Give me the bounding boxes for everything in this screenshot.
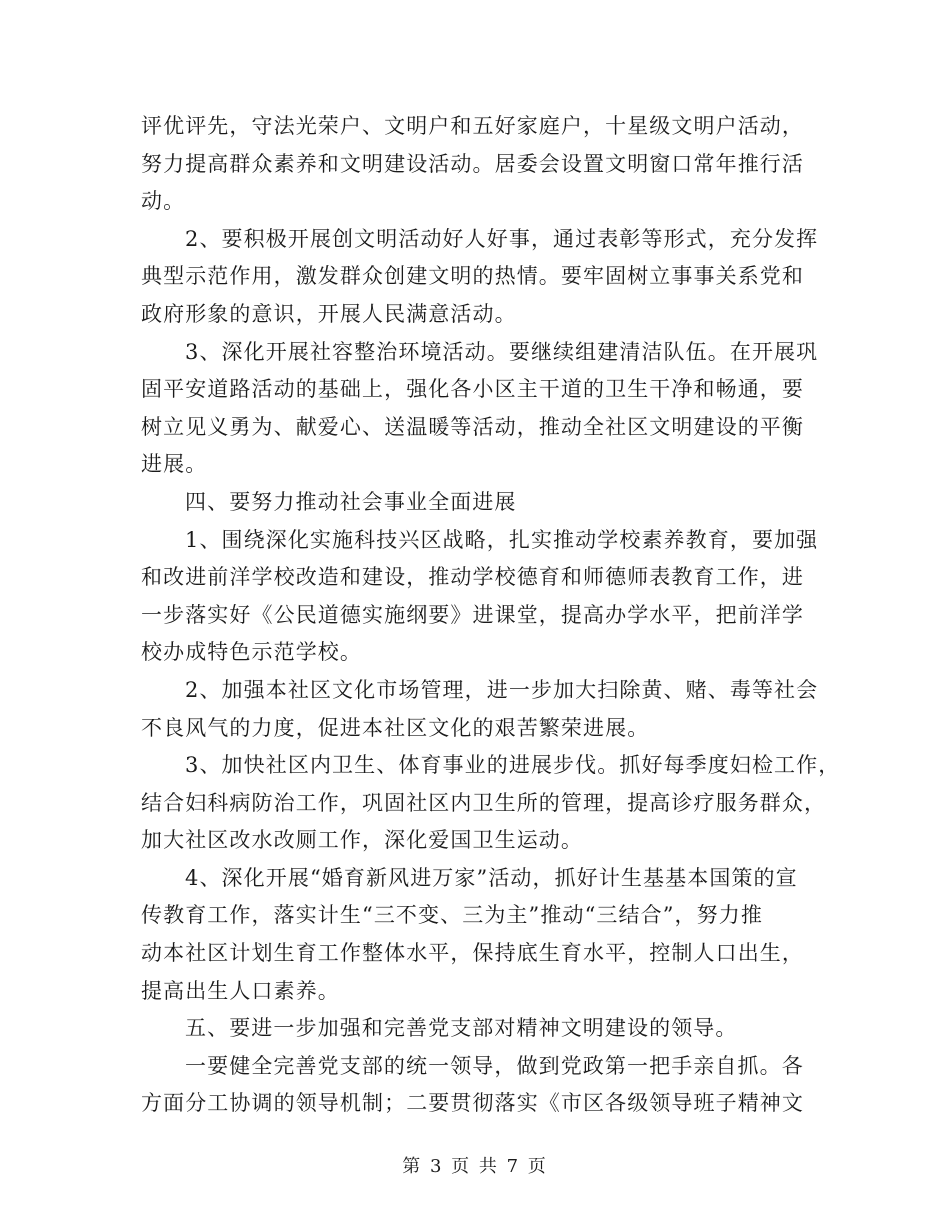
text-line: 一步落实好《公民道德实施纲要》进课堂，提高办学水平，把前洋学	[141, 602, 804, 627]
section-heading: 四、要努力推动社会事业全面进展	[185, 489, 517, 514]
text-line: 评优评先，守法光荣户、文明户和五好家庭户，十星级文明户活动，	[141, 114, 804, 138]
text-line: 校办成特色示范学校。	[141, 640, 362, 665]
text-line: 进展。	[141, 452, 208, 477]
text-line: 典型示范作用，激发群众创建文明的热情。要牢固树立事事关系党和	[141, 264, 804, 289]
paragraph-start-line: 3、深化开展社容整治环境活动。要继续组建清洁队伍。在开展巩	[185, 339, 819, 364]
paragraph-start-line: 一要健全完善党支部的统一领导，做到党政第一把手亲自抓。各	[185, 1053, 804, 1078]
text-line: 提高出生人口素养。	[141, 978, 340, 1003]
text-line: 结合妇科病防治工作，巩固社区内卫生所的管理，提高诊疗服务群众，	[141, 790, 827, 815]
text-line: 动。	[141, 189, 186, 214]
section-heading: 五、要进一步加强和完善党支部对精神文明建设的领导。	[185, 1016, 738, 1041]
paragraph-start-line: 2、加强本社区文化市场管理，进一步加大扫除黄、赌、毒等社会	[185, 677, 819, 702]
page-number-footer: 第 3 页 共 7 页	[402, 1156, 548, 1177]
paragraph-start-line: 4、深化开展“婚育新风进万家”活动，抓好计生基基本国策的宣	[185, 865, 798, 890]
paragraph-start-line: 3、加快社区内卫生、体育事业的进展步伐。抓好每季度妇检工作，	[185, 753, 841, 778]
paragraph-start-line: 1、围绕深化实施科技兴区战略，扎实推动学校素养教育，要加强	[185, 527, 819, 552]
text-line: 固平安道路活动的基础上，强化各小区主干道的卫生干净和畅通，要	[141, 377, 804, 402]
text-line: 努力提高群众素养和文明建设活动。居委会设置文明窗口常年推行活	[141, 151, 804, 176]
text-line: 树立见义勇为、献爱心、送温暖等活动，推动全社区文明建设的平衡	[141, 414, 804, 439]
text-line: 加大社区改水改厕工作，深化爱国卫生运动。	[141, 828, 583, 853]
document-body	[141, 108, 841, 1123]
text-line: 和改进前洋学校改造和建设，推动学校德育和师德师表教育工作，进	[141, 565, 804, 590]
text-line: 不良风气的力度，促进本社区文化的艰苦繁荣进展。	[141, 715, 650, 740]
paragraph-start-line: 2、要积极开展创文明活动好人好事，通过表彰等形式，充分发挥	[185, 226, 819, 251]
text-line: 动本社区计划生育工作整体水平，保持底生育水平，控制人口出生，	[141, 941, 804, 966]
text-line: 政府形象的意识，开展人民满意活动。	[141, 301, 517, 326]
text-line: 方面分工协调的领导机制；二要贯彻落实《市区各级领导班子精神文	[141, 1091, 804, 1116]
text-line: 传教育工作，落实计生“三不变、三为主”推动“三结合”，努力推	[141, 903, 763, 928]
